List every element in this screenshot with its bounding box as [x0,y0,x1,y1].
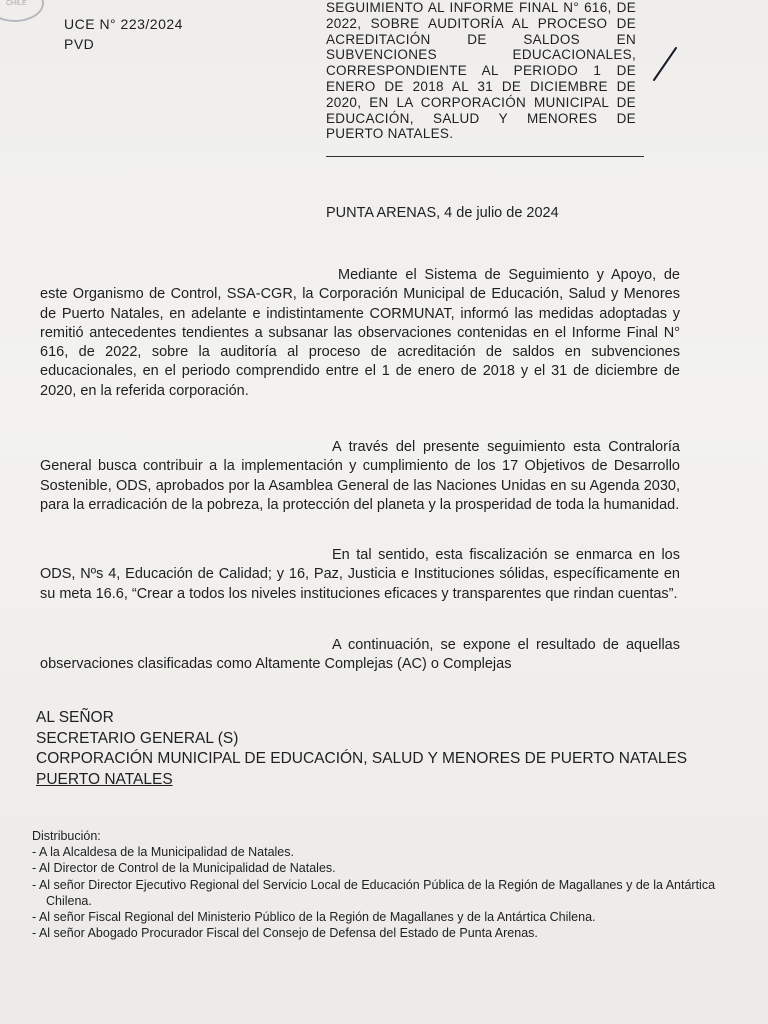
seal-text: CHILE [6,0,27,7]
distribution-item: - Al señor Abogado Procurador Fiscal del Consejo de Defensa del Estado de Punta Arenas. [32,925,722,941]
distribution-item: - Al señor Director Ejecutivo Regional del Servicio Local de Educación Pública de la Región de Magallanes y de la Antártica Chilena. [32,877,722,909]
addressee-organization: CORPORACIÓN MUNICIPAL DE EDUCACIÓN, SALUD Y MENORES DE PUERTO NATALES [36,750,688,767]
document-subject: SEGUIMIENTO AL INFORME FINAL N° 616, DE 2022, SOBRE AUDITORÍA AL PROCESO DE ACREDITACIÓN DE SALDOS EN SUBVENCIONES EDUCACIONALES, CORRESPONDIENTE AL PERIODO 1 DE ENERO DE 2018 AL 31 DE DICIEMBRE DE 2020, EN LA CORPORACIÓN MUNICIPAL DE EDUCACIÓN, SALUD Y MENORES DE PUERTO NATALES. [326,0,636,142]
reference-code: PVD [64,36,95,52]
document-reference [64,14,183,54]
reference-number: UCE N° 223/2024 [64,16,183,32]
place-and-date: PUNTA ARENAS, 4 de julio de 2024 [326,205,559,221]
distribution-title: Distribución: [32,829,101,843]
addressee-salutation: AL SEÑOR [36,709,114,726]
body-paragraph-1: Mediante el Sistema de Seguimiento y Apoyo, de este Organismo de Control, SSA-CGR, la Corporación Municipal de Educación, Salud y Menores de Puerto Natales, en adelante e indistintamente CORMUNAT, informó las medidas adoptadas y remitió antecedentes tendientes a subsanar las observaciones contenidas en el Informe Final N° 616, de 2022, sobre la auditoría al proceso de acreditación de saldos en subvenciones educacionales, en el periodo comprendido entre el 1 de enero de 2018 y el 31 de diciembre de 2020, en la referida corporación. [40,267,680,399]
distribution-block [32,828,722,941]
body-paragraph-4: A continuación, se expone el resultado de aquellas observaciones clasificadas como Altamente Complejas (AC) o Complejas [40,637,680,673]
addressee-city: PUERTO NATALES [36,770,173,788]
body-paragraph-3: En tal sentido, esta fiscalización se enmarca en los ODS, Nºs 4, Educación de Calidad; y 16, Paz, Justicia e Instituciones sólidas, específicamente en su meta 16.6, “Crear a todos los niveles instituciones eficaces y transparentes que rindan cuentas”. [40,547,680,602]
distribution-item: - Al Director de Control de la Municipalidad de Natales. [32,860,722,876]
addressee-title: SECRETARIO GENERAL (S) [36,729,239,747]
contraloria-seal [0,0,44,22]
addressee-block [36,708,726,790]
pen-stroke-mark [650,46,680,82]
distribution-item: - A la Alcaldesa de la Municipalidad de Natales. [32,844,722,860]
distribution-list [32,844,722,941]
body-paragraph-2: A través del presente seguimiento esta Contraloría General busca contribuir a la implementación y cumplimiento de los 17 Objetivos de Desarrollo Sostenible, ODS, aprobados por la Asamblea General de las Naciones Unidas en su Agenda 2030, para la erradicación de la pobreza, la protección del planeta y la prosperidad de toda la humanidad. [40,439,680,513]
distribution-item: - Al señor Fiscal Regional del Ministerio Público de la Región de Magallanes y de la Antártica Chilena. [32,909,722,925]
subject-underline [326,156,644,157]
